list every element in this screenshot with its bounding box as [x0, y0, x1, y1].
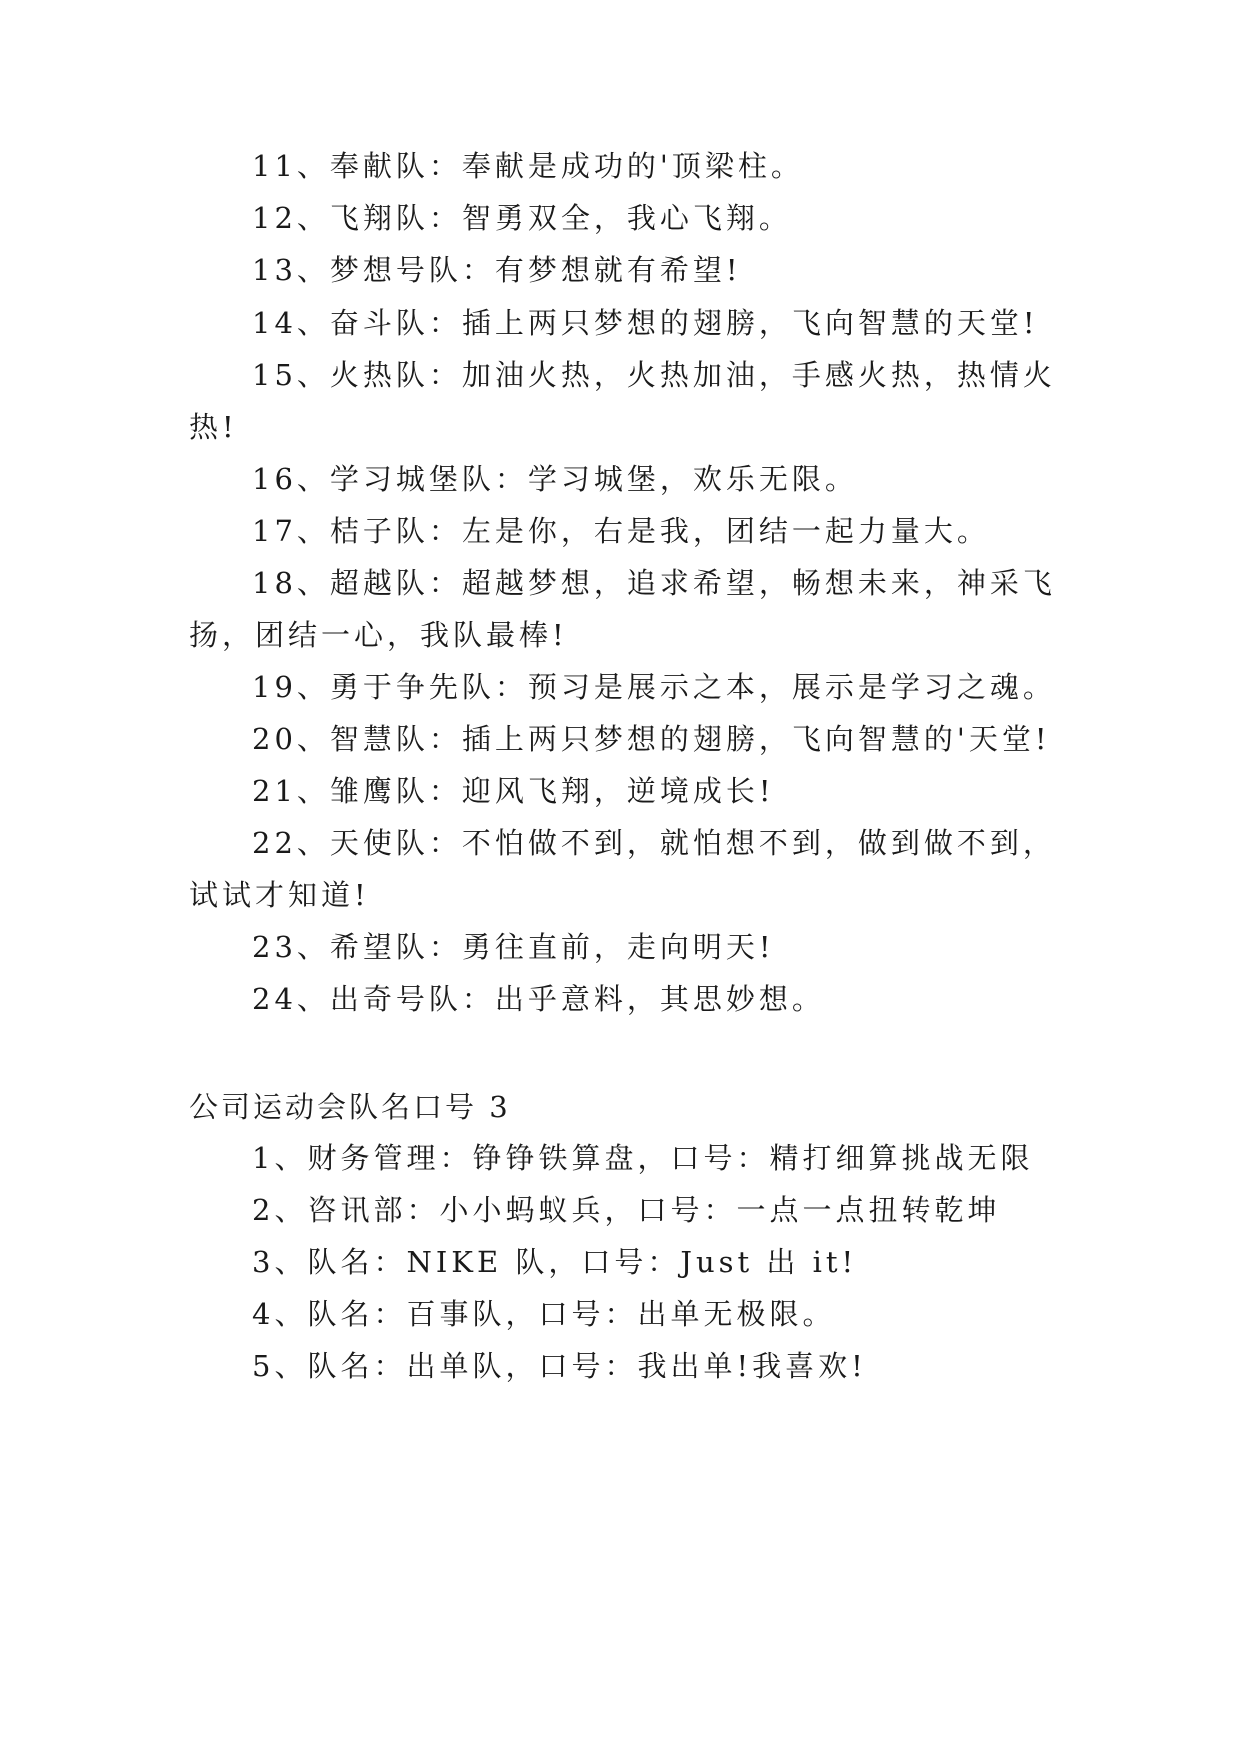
slogan-line-22-continued: 试试才知道! — [189, 878, 370, 912]
slogan-line-12: 12、飞翔队：智勇双全，我心飞翔。 — [252, 201, 792, 235]
slogan-line-23: 23、希望队：勇往直前，走向明天! — [252, 930, 775, 964]
company-slogan-4: 4、队名：百事队，口号：出单无极限。 — [252, 1297, 836, 1331]
company-slogan-3: 3、队名：NIKE 队，口号：Just 出 it! — [252, 1245, 858, 1279]
slogan-line-17: 17、桔子队：左是你，右是我，团结一起力量大。 — [252, 514, 990, 548]
slogan-line-15: 15、火热队：加油火热，火热加油，手感火热，热情火 — [252, 358, 1056, 392]
slogan-line-16: 16、学习城堡队：学习城堡，欢乐无限。 — [252, 462, 858, 496]
slogan-line-24: 24、出奇号队：出乎意料，其思妙想。 — [252, 982, 825, 1016]
slogan-line-15-continued: 热! — [189, 410, 238, 444]
slogan-line-21: 21、雏鹰队：迎风飞翔，逆境成长! — [252, 774, 775, 808]
company-slogan-1: 1、财务管理：铮铮铁算盘，口号：精打细算挑战无限 — [252, 1141, 1034, 1175]
slogan-line-14: 14、奋斗队：插上两只梦想的翅膀，飞向智慧的天堂! — [252, 306, 1039, 340]
slogan-line-20: 20、智慧队：插上两只梦想的翅膀，飞向智慧的'天堂! — [252, 722, 1051, 756]
slogan-line-18-continued: 扬，团结一心，我队最棒! — [189, 618, 568, 652]
slogan-line-13: 13、梦想号队：有梦想就有希望! — [252, 253, 742, 287]
company-slogan-5: 5、队名：出单队，口号：我出单!我喜欢! — [252, 1349, 867, 1383]
slogan-line-22: 22、天使队：不怕做不到，就怕想不到，做到做不到， — [252, 826, 1056, 860]
section-heading: 公司运动会队名口号 3 — [189, 1090, 511, 1124]
slogan-line-11: 11、奉献队：奉献是成功的'顶梁柱。 — [252, 149, 804, 183]
company-slogan-2: 2、咨讯部：小小蚂蚁兵，口号：一点一点扭转乾坤 — [252, 1193, 1001, 1227]
slogan-line-19: 19、勇于争先队：预习是展示之本，展示是学习之魂。 — [252, 670, 1056, 704]
slogan-line-18: 18、超越队：超越梦想，追求希望，畅想未来，神采飞 — [252, 566, 1056, 600]
